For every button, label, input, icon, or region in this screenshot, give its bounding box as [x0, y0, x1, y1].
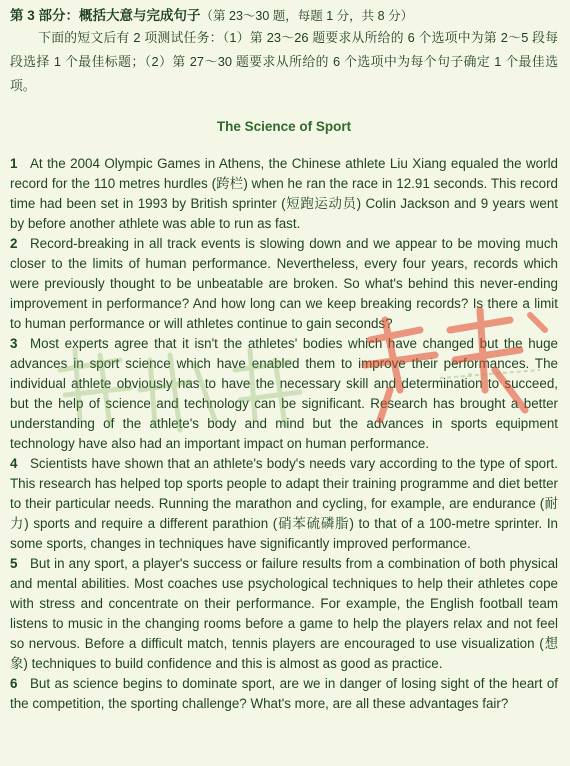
paragraph-4 — [10, 454, 558, 554]
passage — [10, 154, 558, 714]
paragraph-number: 1 — [10, 156, 18, 171]
section-heading-note: （第 23～30 题，每题 1 分，共 8 分） — [200, 9, 414, 23]
paragraph-number: 6 — [10, 676, 18, 691]
paragraph-text: At the 2004 Olympic Games in Athens, the Chinese athlete Liu Xiang equaled the world record for the 110 metres hurdles (跨栏) when he ran the race in 12.91 seconds. This record time had been set in 1993 by British sprinter (短跑运动员) Colin Jackson and 9 years went by before another athlete was able to run as fast. — [10, 156, 558, 231]
paragraph-number: 2 — [10, 236, 18, 251]
paragraph-text: Most experts agree that it isn't the athletes' bodies which have changed but the huge advances in sport science which have enabled them to improve their performances. The individual athlete obviously has to have the necessary skill and determination to succeed, but the help of science and technology can be significant. Research has brought a better understanding of the athlete's body and mind but the advances in sports equipment technology have also had an important impact on human performance. — [10, 336, 558, 451]
paragraph-text: Scientists have shown that an athlete's body's needs vary according to the type of sport. This research has helped top sports people to adapt their training programme and diet better to their particular needs. Running the marathon and cycling, for example, are endurance (耐力) sports and require a different parathion (硝苯硫磷脂) to that of a 100-metre sprinter. In some sports, changes in techniques have significantly improved performance. — [10, 456, 558, 551]
passage-title: The Science of Sport — [216, 119, 352, 134]
paragraph-number: 3 — [10, 336, 18, 351]
paragraph-number: 4 — [10, 456, 18, 471]
section-heading-title: 第 3 部分：概括大意与完成句子 — [10, 8, 201, 23]
section-heading — [10, 6, 558, 26]
paragraph-text: Record-breaking in all track events is slowing down and we appear to be moving much closer to the limits of human performance. Nevertheless, every four years, records which were previously thought to be unbeatable are broken. So what's behind this never-ending improvement in performance? And how long can we keep breaking records? Is there a limit to human performance or will athletes continue to gain seconds? — [10, 236, 558, 331]
paragraph-5 — [10, 554, 558, 674]
paragraph-number: 5 — [10, 556, 18, 571]
paragraph-text: But in any sport, a player's success or failure results from a combination of both physical and mental abilities. Most coaches use psychological techniques to help their athletes cope with stress and concentrate on their performance. For example, the English football team listens to music in the changing rooms before a game to help the players relax and not feel so nervous. Before a difficult match, tennis players are encouraged to use visualization (想象) techniques to build confidence and this is almost as good as practice. — [10, 556, 558, 671]
paragraph-3 — [10, 334, 558, 454]
paragraph-1 — [10, 154, 558, 234]
paragraph-text: But as science begins to dominate sport, are we in danger of losing sight of the heart of the competition, the sporting challenge? What's more, are all these advantages fair? — [10, 676, 558, 711]
paragraph-2 — [10, 234, 558, 334]
instructions: 下面的短文后有 2 项测试任务：（1）第 23～26 题要求从所给的 6 个选项中为第 2～5 段每段选择 1 个最佳标题；（2）第 27～30 题要求从所给的 6 个选项中为每个句子确定 1 个最佳选项。 — [10, 30, 558, 93]
paragraph-6 — [10, 674, 558, 714]
